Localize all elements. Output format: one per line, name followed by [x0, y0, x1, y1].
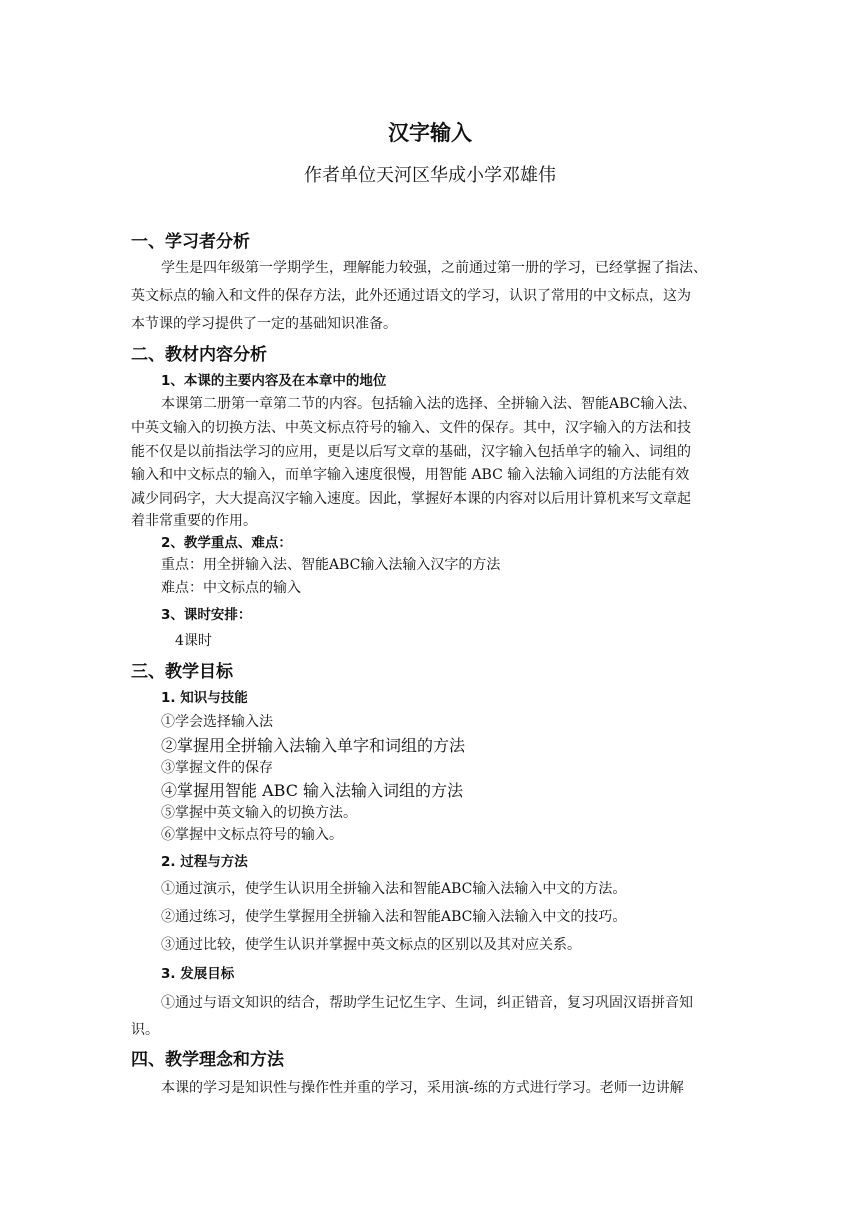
paragraph-line: 本课的学习是知识性与操作性并重的学习，采用演-练的方式进行学习。老师一边讲解	[161, 1080, 684, 1096]
skill-item: ②掌握用全拼输入法输入单字和词组的方法	[161, 736, 466, 755]
section-heading-learner-analysis: 一、学习者分析	[131, 232, 250, 252]
paragraph-line: 着非常重要的作用。	[131, 513, 257, 529]
subheading-key-points: 2、教学重点、难点：	[161, 535, 292, 551]
subheading-knowledge-skills: 1. 知识与技能	[161, 690, 248, 706]
process-item: ②通过练习，使学生掌握用全拼输入法和智能ABC输入法输入中文的技巧。	[161, 909, 627, 925]
paragraph-line: 输入和中文标点的输入，而单字输入速度很慢，用智能 ABC 输入法输入词组的方法能有效	[131, 467, 690, 483]
section-heading-teaching-goals: 三、教学目标	[131, 662, 233, 682]
section-heading-teaching-philosophy: 四、教学理念和方法	[131, 1050, 284, 1070]
paragraph-line: 本课第二册第一章第二节的内容。包括输入法的选择、全拼输入法、智能ABC输入法、	[161, 396, 697, 412]
lesson-hours: 4课时	[175, 633, 212, 649]
subheading-schedule: 3、课时安排：	[161, 607, 252, 623]
skill-item: ⑤掌握中英文输入的切换方法。	[161, 805, 357, 821]
subheading-content-position: 1、本课的主要内容及在本章中的地位	[161, 373, 387, 389]
skill-item: ①学会选择输入法	[161, 714, 273, 730]
paragraph-line: 能不仅是以前指法学习的应用，更是以后写文章的基础，汉字输入包括单字的输入、词组的	[131, 444, 691, 460]
skill-item: ③掌握文件的保存	[161, 760, 273, 776]
paragraph-line: 英文标点的输入和文件的保存方法，此外还通过语文的学习，认识了常用的中文标点，这为	[131, 288, 691, 304]
paragraph-line: 减少同码字，大大提高汉字输入速度。因此，掌握好本课的内容对以后用计算机来写文章起	[131, 491, 691, 507]
difficult-point-text: 难点：中文标点的输入	[161, 580, 301, 596]
subheading-development-goals: 3. 发展目标	[161, 966, 235, 982]
document-title: 汉字输入	[388, 120, 472, 145]
paragraph-line: ①通过与语文知识的结合，帮助学生记忆生字、生词，纠正错音，复习巩固汉语拼音知	[161, 995, 693, 1011]
skill-item: ④掌握用智能 ABC 输入法输入词组的方法	[161, 781, 464, 800]
paragraph-line: 本节课的学习提供了一定的基础知识准备。	[131, 316, 397, 332]
key-point-text: 重点：用全拼输入法、智能ABC输入法输入汉字的方法	[161, 557, 501, 573]
paragraph-line: 学生是四年级第一学期学生，理解能力较强，之前通过第一册的学习，已经掌握了指法、	[161, 260, 707, 276]
section-heading-material-analysis: 二、教材内容分析	[131, 345, 267, 365]
skill-item: ⑥掌握中文标点符号的输入。	[161, 827, 343, 843]
document-author: 作者单位天河区华成小学邓雄伟	[304, 165, 556, 186]
process-item: ①通过演示，使学生认识用全拼输入法和智能ABC输入法输入中文的方法。	[161, 881, 627, 897]
subheading-process-methods: 2. 过程与方法	[161, 854, 248, 870]
paragraph-line: 中英文输入的切换方法、中英文标点符号的输入、文件的保存。其中，汉字输入的方法和技	[131, 420, 691, 436]
process-item: ③通过比较，使学生认识并掌握中英文标点的区别以及其对应关系。	[161, 937, 581, 953]
paragraph-line: 识。	[131, 1022, 159, 1038]
